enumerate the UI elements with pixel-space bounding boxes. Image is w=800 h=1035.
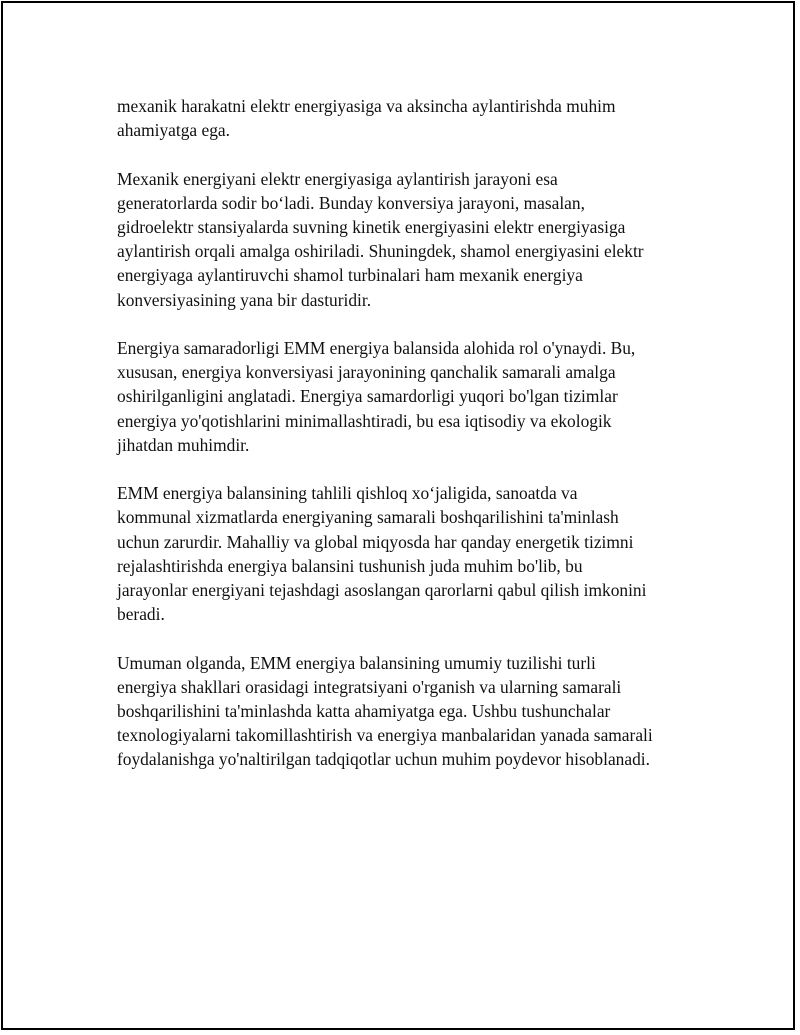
document-body bbox=[117, 94, 687, 796]
paragraph: Mexanik energiyani elektr energiyasiga aylantirish jarayoni esa generatorlarda sodir bo‘ladi. Bunday konversiya jarayoni, masalan, gidroelektr stansiyalarda suvning kinetik energiyasini elektr energiyasiga aylantirish orqali amalga oshiriladi. Shuningdek, shamol energiyasini elektr energiyaga aylantiruvchi shamol turbinalari ham mexanik energiya konversiyasining yana bir dasturidir. bbox=[117, 168, 644, 310]
paragraph: EMM energiya balansining tahlili qishloq xo‘jaligida, sanoatda va kommunal xizmatlarda energiyaning samarali boshqarilishini ta'minlash uchun zarurdir. Mahalliy va global miqyosda har qanday energetik tizimni rejalashtirishda energiya balansini tushunish juda muhim bo'lib, bu jarayonlar energiyani tejashdagi asoslangan qarorlarni qabul qilish imkonini beradi. bbox=[117, 483, 647, 625]
paragraph: Energiya samaradorligi EMM energiya balansida alohida rol o'ynaydi. Bu, xususan, energiya konversiyasi jarayonining qanchalik samarali amalga oshirilganligini anglatadi. Energiya samardorligi yuqori bo'lgan tizimlar energiya yo'qotishlarini minimallashtiradi, bu esa iqtisodiy va ekologik jihatdan muhimdir. bbox=[117, 338, 636, 455]
paragraph: Umuman olganda, EMM energiya balansining umumiy tuzilishi turli energiya shakllari orasidagi integratsiyani o'rganish va ularning samarali boshqarilishini ta'minlashda katta ahamiyatga ega. Ushbu tushunchalar texnologiyalarni takomillashtirish va energiya manbalaridan yanada samarali foydalanishga yo'naltirilgan tadqiqotlar uchun muhim poydevor hisoblanadi. bbox=[117, 652, 653, 770]
paragraph: mexanik harakatni elektr energiyasiga va aksincha aylantirishda muhim ahamiyatga ega. bbox=[117, 96, 616, 141]
